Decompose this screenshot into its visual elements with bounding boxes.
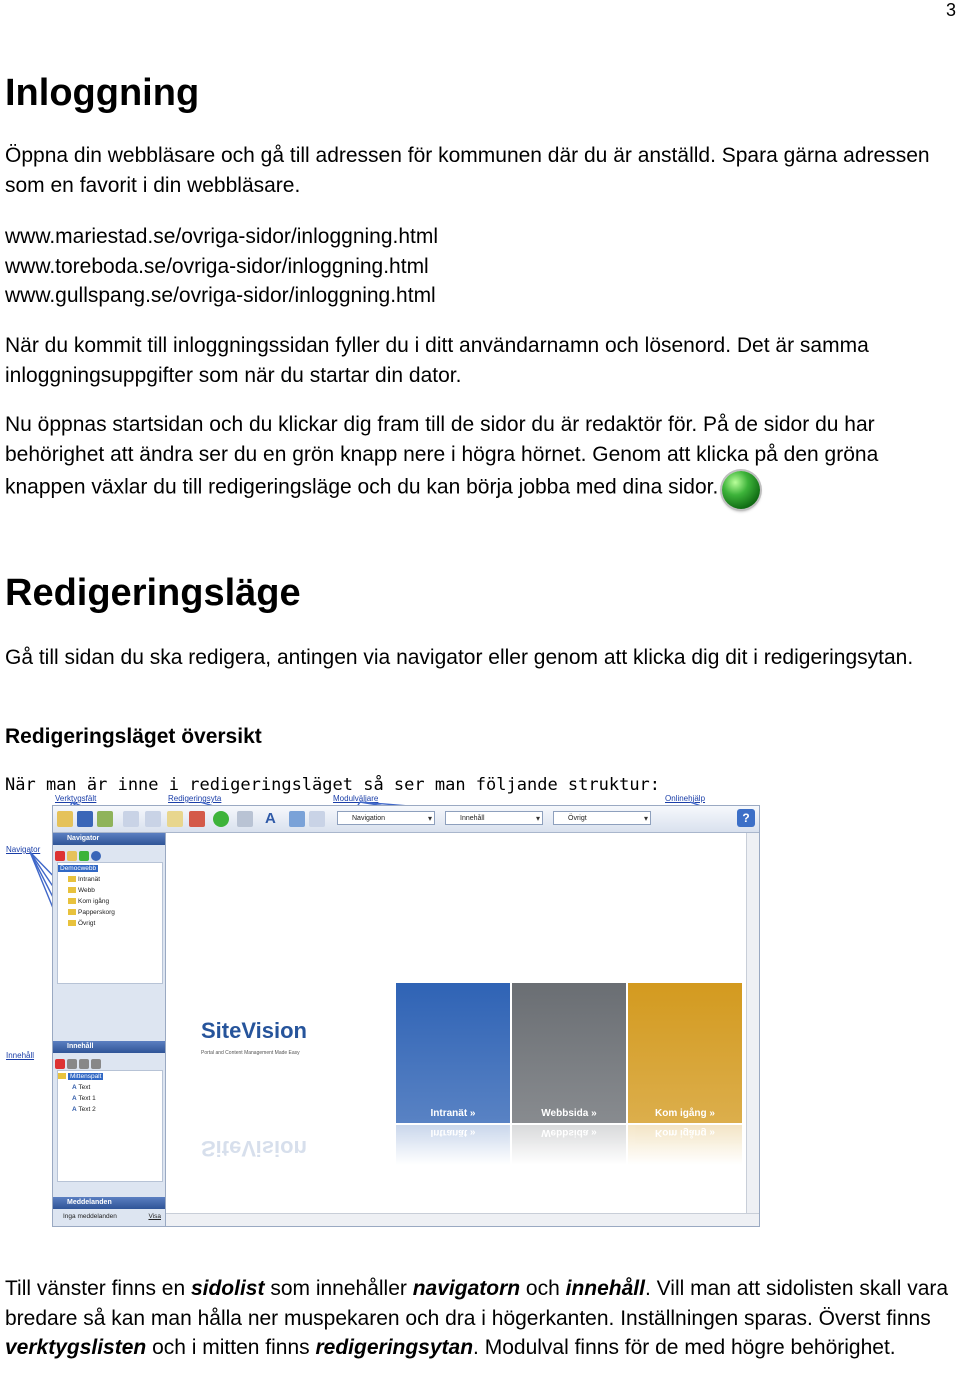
paragraph-summary: Till vänster finns en sidolist som innehåller navigatorn och innehåll. Vill man att sidolisten skall vara bredare så kan man hålla ner muspekaren och dra i högerkanten. Inställningen sparas. Överst finns verktygslisten och i mitten finns redigeringsytan. Modulval finns för de med högre behörighet. xyxy=(5,1277,949,1359)
paste-icon[interactable] xyxy=(91,1059,101,1069)
paragraph-login: När du kommit till inloggningssidan fyller du i ditt användarnamn och lösenord. Det är samma inloggningsuppgifter som när du startar din dator. xyxy=(5,334,869,387)
editing-area[interactable] xyxy=(166,833,759,1226)
delete-icon[interactable] xyxy=(55,851,65,861)
tree-item[interactable]: Webb xyxy=(58,885,162,896)
annotation-onlinehjalp: Onlinehjälp xyxy=(665,794,706,803)
section-title-inloggning: Inloggning xyxy=(5,72,200,114)
url-gullspang[interactable]: www.gullspang.se/ovriga-sidor/inloggning.html xyxy=(5,284,436,307)
paragraph-open-browser: Öppna din webbläsare och gå till adressen för kommunen där du är anställd. Spara gärna adressen som en favorit i din webbläsare. xyxy=(5,144,930,197)
move-icon[interactable] xyxy=(67,1059,77,1069)
tree-item[interactable]: Kom igång xyxy=(58,896,162,907)
annotation-verktygsfalt: Verktygsfält xyxy=(55,794,97,803)
navigator-tools xyxy=(55,847,163,860)
content-panel-title: Innehåll xyxy=(53,1041,165,1053)
messages-text: Inga meddelanden xyxy=(63,1213,117,1220)
sitevision-tagline: Portal and Content Management Made Easy xyxy=(201,1050,300,1056)
banner-reflection: Webbsida » xyxy=(512,1125,626,1165)
copy-icon[interactable] xyxy=(79,1059,89,1069)
tree-item[interactable]: A Text xyxy=(72,1084,91,1091)
new-page-icon[interactable] xyxy=(67,851,77,861)
green-edit-button-icon xyxy=(722,471,760,509)
tree-item[interactable]: Övrigt xyxy=(58,918,162,929)
module-icon[interactable] xyxy=(309,811,325,827)
url-list xyxy=(5,222,950,311)
globe-icon[interactable] xyxy=(91,851,101,861)
banner-reflection: Intranät » xyxy=(396,1125,510,1165)
delete-icon[interactable] xyxy=(55,1059,65,1069)
checklist-icon[interactable] xyxy=(189,811,205,827)
subheading-overview: Redigeringsläget översikt xyxy=(5,725,262,748)
sitevision-logo: SiteVision xyxy=(201,1018,307,1043)
help-button[interactable]: ? xyxy=(737,809,755,827)
banner-reflection: Kom igång » xyxy=(628,1125,742,1165)
content-tree xyxy=(57,1070,163,1182)
edit-icon[interactable] xyxy=(97,811,113,827)
messages-link[interactable]: Visa xyxy=(148,1213,161,1220)
tree-item[interactable]: Intranät xyxy=(58,874,162,885)
messages-panel-title: Meddelanden xyxy=(53,1197,165,1209)
toolbar xyxy=(53,806,759,833)
tree-item[interactable]: A Text 2 xyxy=(72,1106,96,1113)
sitevision-logo-reflection: SiteVision xyxy=(201,1136,307,1161)
tree-item[interactable]: Democwebb xyxy=(60,865,97,872)
editor-screenshot xyxy=(52,805,760,1227)
banner-kom-igang[interactable]: Kom igång » xyxy=(628,983,742,1123)
tree-item[interactable]: Mittenspalt xyxy=(58,1071,162,1082)
banner-intranat[interactable]: Intranät » xyxy=(396,983,510,1123)
navigator-panel-title: Navigator xyxy=(53,833,165,845)
green-icon[interactable] xyxy=(79,851,89,861)
annotation-modulvaljare: Modulväljare xyxy=(333,794,379,803)
vertical-scrollbar[interactable] xyxy=(746,833,759,1214)
paragraph-structure: När man är inne i redigeringsläget så ser man följande struktur: xyxy=(5,775,661,795)
annotation-navigator: Navigator xyxy=(6,845,41,854)
url-toreboda[interactable]: www.toreboda.se/ovriga-sidor/inloggning.html xyxy=(5,254,429,278)
paragraph-go-to-page: Gå till sidan du ska redigera, antingen via navigator eller genom att klicka dig dit i redigeringsytan. xyxy=(5,646,914,669)
section-title-redigeringslage: Redigeringsläge xyxy=(5,572,301,614)
text-icon[interactable]: A xyxy=(265,810,276,827)
tree-item[interactable]: A Text 1 xyxy=(72,1095,96,1102)
layout-icon[interactable] xyxy=(123,811,139,827)
page-icon[interactable] xyxy=(57,811,73,827)
search-icon[interactable] xyxy=(167,811,183,827)
publish-icon[interactable] xyxy=(213,811,229,827)
sidebar xyxy=(53,833,166,1226)
url-mariestad[interactable]: www.mariestad.se/ovriga-sidor/inloggning.html xyxy=(5,225,439,248)
content-tools xyxy=(55,1055,163,1068)
select-navigation[interactable]: Navigation ▾ xyxy=(337,811,435,825)
annotation-redigeringsyta: Redigeringsyta xyxy=(168,794,222,803)
annotation-innehall: Innehåll xyxy=(6,1051,35,1060)
link-icon[interactable] xyxy=(237,811,253,827)
horizontal-scrollbar[interactable] xyxy=(166,1213,759,1226)
select-innehall[interactable]: Innehåll ▾ xyxy=(445,811,543,825)
paragraph-startpage xyxy=(5,410,950,507)
messages-row xyxy=(63,1211,161,1222)
image-icon[interactable] xyxy=(289,811,305,827)
page-number: 3 xyxy=(945,0,956,20)
save-icon[interactable] xyxy=(77,811,93,827)
tree-item[interactable]: Papperskorg xyxy=(58,907,162,918)
navigator-tree xyxy=(57,862,163,984)
banner-webbsida[interactable]: Webbsida » xyxy=(512,983,626,1123)
table-icon[interactable] xyxy=(145,811,161,827)
select-ovrigt[interactable]: Övrigt ▾ xyxy=(553,811,651,825)
paragraph-startpage-text: Nu öppnas startsidan och du klickar dig fram till de sidor du är redaktör för. På de sidor du har behörighet att ändra ser du en grön knapp nere i högra hörnet. Genom att klicka på den gröna knappen växlar du till redigeringsläge och du kan börja jobba med dina sidor. xyxy=(5,413,879,499)
